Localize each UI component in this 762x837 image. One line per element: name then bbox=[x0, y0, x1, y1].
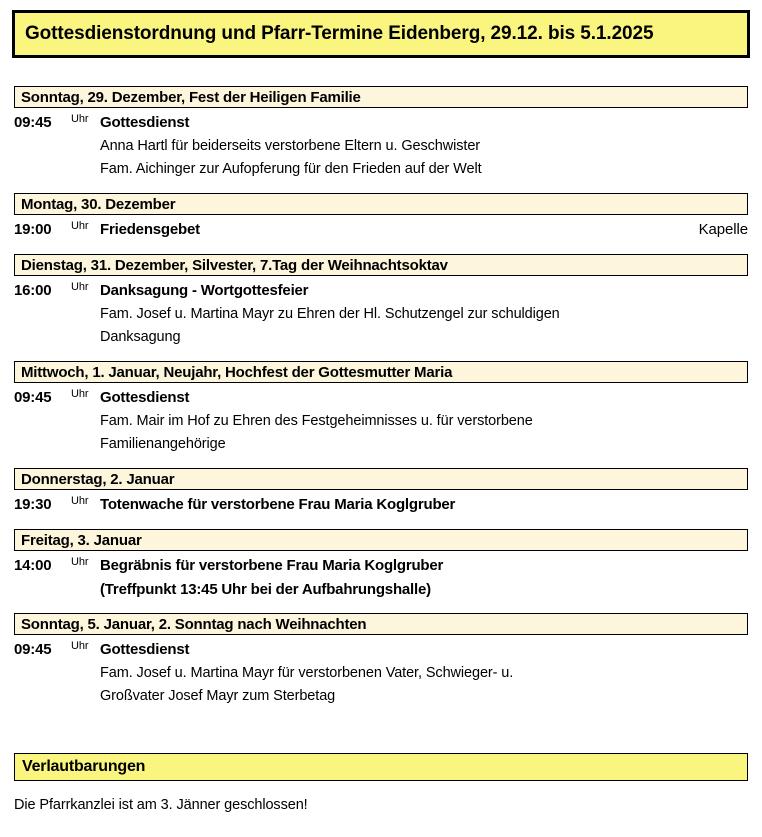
page-title: Gottesdienstordnung und Pfarr-Termine Eidenberg, 29.12. bis 5.1.2025 bbox=[25, 23, 654, 44]
entry-detail-line: Großvater Josef Mayr zum Sterbetag bbox=[100, 688, 336, 704]
entry-time-unit: Uhr bbox=[71, 281, 89, 293]
entry-title: Gottesdienst bbox=[100, 114, 190, 131]
day-spacer bbox=[14, 246, 748, 254]
schedule-entry bbox=[14, 111, 748, 185]
day-spacer bbox=[14, 353, 748, 361]
announcements-banner bbox=[14, 753, 748, 781]
entry-time: 14:00 bbox=[14, 557, 52, 574]
entry-main-row bbox=[14, 218, 748, 242]
schedule-entry bbox=[14, 218, 748, 246]
entry-subtitle: (Treffpunkt 13:45 Uhr bei der Aufbahrungshalle) bbox=[100, 581, 431, 598]
announcements-heading: Verlautbarungen bbox=[22, 758, 146, 775]
day-spacer bbox=[14, 521, 748, 529]
day-header bbox=[14, 529, 748, 551]
day-header-label: Montag, 30. Dezember bbox=[21, 195, 176, 213]
day-header bbox=[14, 361, 748, 383]
day-block bbox=[14, 529, 748, 613]
entry-detail-line: Familienangehörige bbox=[100, 436, 226, 452]
entry-title: Begräbnis für verstorbene Frau Maria Koglgruber bbox=[100, 557, 444, 574]
entry-time-unit: Uhr bbox=[71, 640, 89, 652]
day-block bbox=[14, 468, 748, 529]
entry-detail-line: Fam. Josef u. Martina Mayr für verstorbenen Vater, Schwieger- u. bbox=[100, 665, 514, 681]
entry-detail-line: Fam. Aichinger zur Aufopferung für den Frieden auf der Welt bbox=[100, 161, 482, 177]
schedule-entry bbox=[14, 554, 748, 605]
schedule-list bbox=[14, 86, 748, 720]
day-spacer bbox=[14, 605, 748, 613]
schedule-entry bbox=[14, 279, 748, 353]
day-block bbox=[14, 361, 748, 468]
entry-title: Gottesdienst bbox=[100, 389, 190, 406]
entry-time-unit: Uhr bbox=[71, 495, 89, 507]
entry-main-row bbox=[14, 638, 748, 662]
day-header bbox=[14, 193, 748, 215]
entry-main-row bbox=[14, 111, 748, 135]
entry-main-row bbox=[14, 554, 748, 578]
day-header-label: Dienstag, 31. Dezember, Silvester, 7.Tag der Weihnachtsoktav bbox=[21, 256, 448, 274]
day-header-label: Freitag, 3. Januar bbox=[21, 531, 142, 549]
entry-detail-line: Fam. Josef u. Martina Mayr zu Ehren der Hl. Schutzengel zur schuldigen bbox=[100, 306, 560, 322]
entry-title: Friedensgebet bbox=[100, 221, 200, 238]
schedule-entry bbox=[14, 638, 748, 712]
day-block bbox=[14, 613, 748, 720]
entry-time-unit: Uhr bbox=[71, 113, 89, 125]
day-header-label: Sonntag, 5. Januar, 2. Sonntag nach Weihnachten bbox=[21, 615, 367, 633]
entry-time-unit: Uhr bbox=[71, 220, 89, 232]
entry-main-row bbox=[14, 279, 748, 303]
schedule-entry bbox=[14, 386, 748, 460]
day-block bbox=[14, 254, 748, 361]
entry-main-row bbox=[14, 386, 748, 410]
entry-location: Kapelle bbox=[698, 221, 748, 238]
entry-time: 16:00 bbox=[14, 282, 52, 299]
entry-time-unit: Uhr bbox=[71, 556, 89, 568]
day-spacer bbox=[14, 185, 748, 193]
entry-title: Danksagung - Wortgottesfeier bbox=[100, 282, 309, 299]
entry-time-unit: Uhr bbox=[71, 388, 89, 400]
day-header-label: Donnerstag, 2. Januar bbox=[21, 470, 175, 488]
document-title-banner bbox=[12, 10, 750, 58]
day-header-label: Mittwoch, 1. Januar, Neujahr, Hochfest der Gottesmutter Maria bbox=[21, 363, 453, 381]
entry-main-row bbox=[14, 493, 748, 517]
entry-detail-line: Anna Hartl für beiderseits verstorbene Eltern u. Geschwister bbox=[100, 138, 481, 154]
entry-time: 19:30 bbox=[14, 496, 52, 513]
entry-time: 09:45 bbox=[14, 641, 52, 658]
entry-detail-line: Fam. Mair im Hof zu Ehren des Festgeheimnisses u. für verstorbene bbox=[100, 413, 533, 429]
day-header bbox=[14, 613, 748, 635]
entry-title: Gottesdienst bbox=[100, 641, 190, 658]
day-block bbox=[14, 193, 748, 254]
entry-time: 09:45 bbox=[14, 114, 52, 131]
entry-detail-line: Danksagung bbox=[100, 329, 181, 345]
day-header bbox=[14, 86, 748, 108]
entry-title: Totenwache für verstorbene Frau Maria Koglgruber bbox=[100, 496, 456, 513]
announcements-text: Die Pfarrkanzlei ist am 3. Jänner geschlossen! bbox=[14, 797, 308, 813]
schedule-entry bbox=[14, 493, 748, 521]
day-header bbox=[14, 254, 748, 276]
day-spacer bbox=[14, 460, 748, 468]
day-spacer bbox=[14, 712, 748, 720]
entry-time: 19:00 bbox=[14, 221, 52, 238]
day-block bbox=[14, 86, 748, 193]
day-header-label: Sonntag, 29. Dezember, Fest der Heiligen Familie bbox=[21, 88, 361, 106]
day-header bbox=[14, 468, 748, 490]
entry-time: 09:45 bbox=[14, 389, 52, 406]
